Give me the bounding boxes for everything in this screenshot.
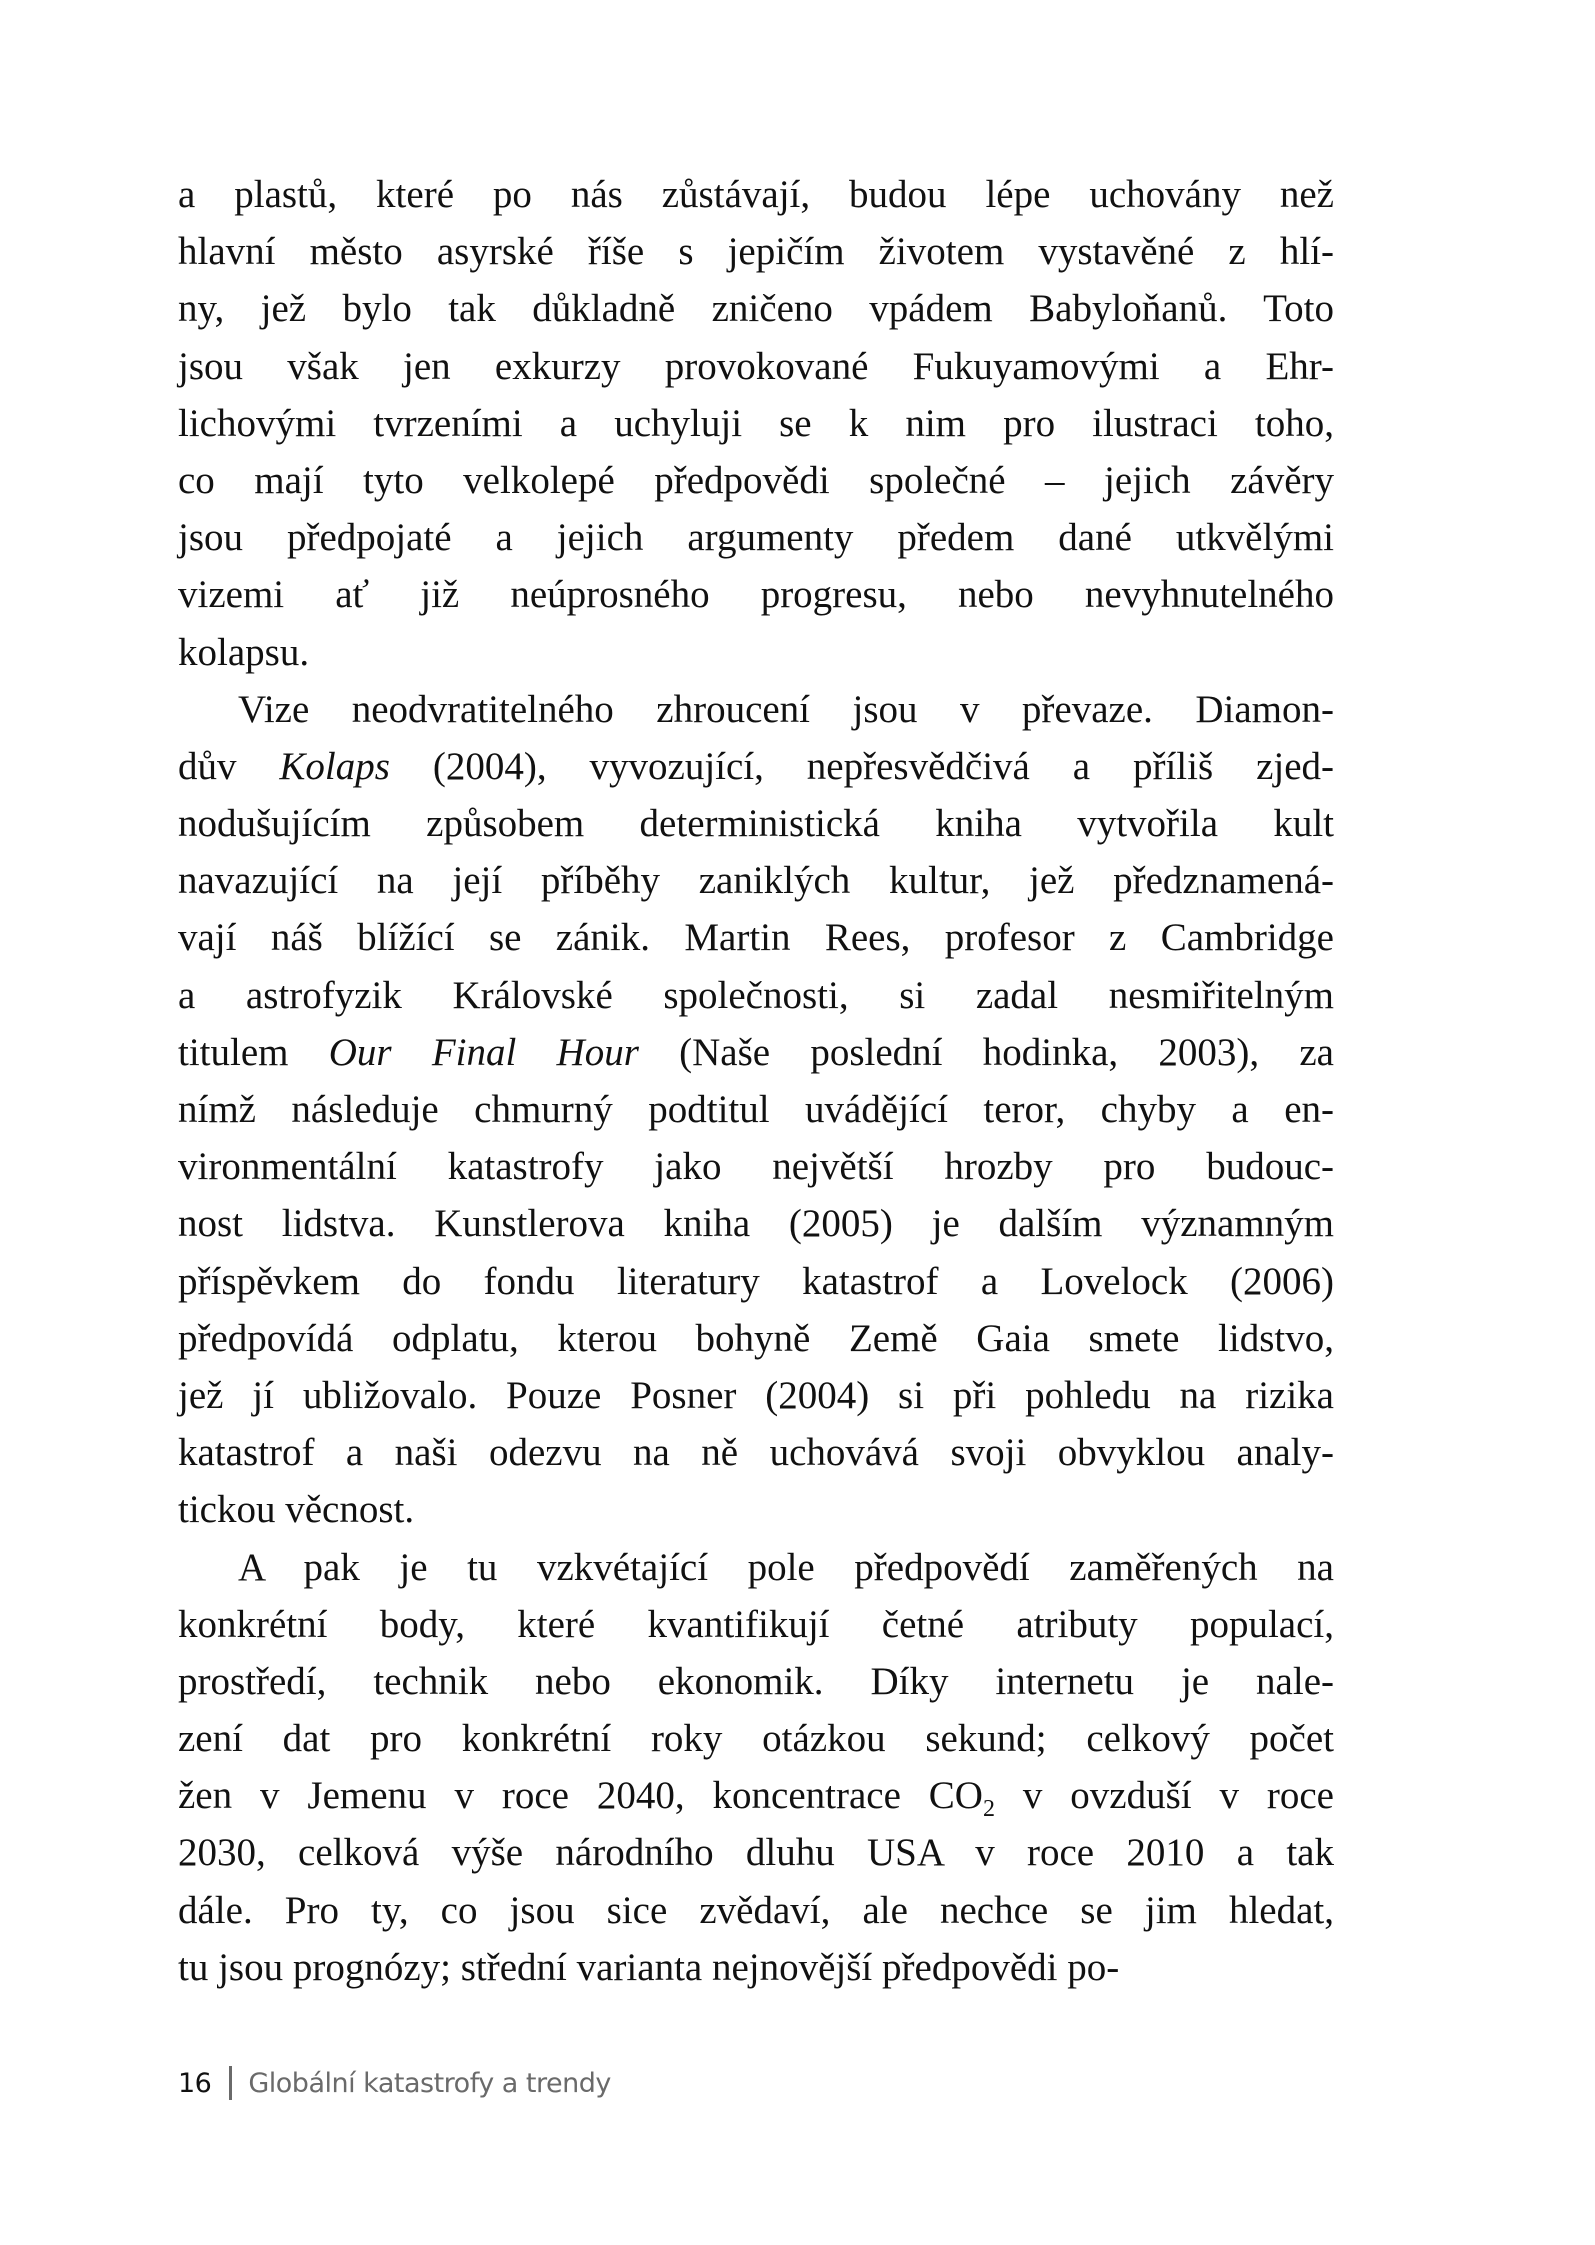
text-line <box>178 967 1334 1024</box>
text-segment: nost lidstva. Kunstlerova kniha (2005) je dalším významným <box>178 1202 1334 1246</box>
text-line <box>178 1024 1334 1081</box>
text-segment: příspěvkem do fondu literatury katastrof a Lovelock (2006) <box>178 1259 1334 1303</box>
text-line <box>178 1310 1334 1367</box>
page-number: 16 <box>178 2067 212 2099</box>
text-segment: lichovými tvrzeními a uchyluji se k nim pro ilustraci toho, <box>178 401 1334 445</box>
text-segment: A pak je tu vzkvétající pole předpovědí zaměřených na <box>238 1545 1334 1589</box>
text-line <box>178 223 1334 280</box>
text-segment: a astrofyzik Královské společnosti, si zadal nesmiřitelným <box>178 973 1334 1017</box>
text-segment: jež jí ubližovalo. Pouze Posner (2004) si při pohledu na rizika <box>178 1373 1334 1417</box>
text-segment: jsou však jen exkurzy provokované Fukuyamovými a Ehr- <box>178 344 1334 388</box>
text-line <box>178 795 1334 852</box>
text-segment: hlavní město asyrské říše s jepičím životem vystavěné z hlí- <box>178 230 1334 274</box>
text-segment: co mají tyto velkolepé předpovědi společné – jejich závěry <box>178 458 1334 502</box>
text-segment: jsou předpojaté a jejich argumenty předem dané utkvělými <box>178 516 1334 560</box>
text-segment: tu jsou prognózy; střední varianta nejnovější předpovědi po- <box>178 1945 1120 1989</box>
text-line <box>178 1195 1334 1252</box>
text-line <box>178 452 1334 509</box>
text-segment: tickou věcnost. <box>178 1488 415 1532</box>
text-segment: prostředí, technik nebo ekonomik. Díky internetu je nale- <box>178 1659 1334 1703</box>
text-line <box>178 1253 1334 1310</box>
paragraph <box>178 681 1334 1539</box>
text-segment: ny, jež bylo tak důkladně zničeno vpádem Babyloňanů. Toto <box>178 287 1334 331</box>
running-title: Globální katastrofy a trendy <box>248 2067 611 2099</box>
text-line <box>178 1367 1334 1424</box>
text-line <box>178 624 1334 681</box>
text-line <box>178 1767 1334 1824</box>
text-line <box>178 852 1334 909</box>
text-segment: nodušujícím způsobem deterministická kniha vytvořila kult <box>178 802 1334 846</box>
text-line <box>178 338 1334 395</box>
text-line <box>178 1424 1334 1481</box>
text-segment: zení dat pro konkrétní roky otázkou sekund; celkový počet <box>178 1717 1334 1761</box>
text-line <box>178 1710 1334 1767</box>
text-line <box>178 1481 1334 1538</box>
footer-divider <box>229 2066 232 2100</box>
text-line <box>178 395 1334 452</box>
text-segment: nímž následuje chmurný podtitul uvádějící teror, chyby a en- <box>178 1088 1334 1131</box>
text-segment: Vize neodvratitelného zhroucení jsou v převaze. Diamon- <box>238 687 1334 731</box>
text-line <box>178 738 1334 795</box>
text-line <box>178 1939 1334 1996</box>
text-line <box>178 509 1334 566</box>
paragraph <box>178 166 1334 681</box>
page-footer <box>178 2066 611 2100</box>
text-line <box>178 1539 1334 1596</box>
text-line <box>178 1824 1334 1881</box>
text-segment: dův <box>178 744 280 788</box>
text-segment: (2004), vyvozující, nepřesvědčivá a příliš zjed- <box>389 744 1335 788</box>
book-title: Our Final Hour <box>328 1030 639 1074</box>
text-line <box>178 1882 1334 1939</box>
text-line <box>178 566 1334 623</box>
text-line <box>178 1138 1334 1195</box>
text-line <box>178 1653 1334 1710</box>
text-segment: 2030, celková výše národního dluhu USA v roce 2010 a tak <box>178 1831 1334 1875</box>
text-line <box>178 166 1334 223</box>
text-segment: dále. Pro ty, co jsou sice zvědaví, ale nechce se jim hledat, <box>178 1888 1334 1932</box>
text-segment: vironmentální katastrofy jako největší hrozby pro budouc- <box>178 1145 1334 1189</box>
body-text <box>178 166 1334 1996</box>
text-segment: (Naše poslední hodinka, 2003), za <box>638 1030 1334 1074</box>
text-segment: titulem <box>178 1030 329 1074</box>
text-segment: kolapsu. <box>178 630 310 674</box>
text-line <box>178 681 1334 738</box>
text-segment: a plastů, které po nás zůstávají, budou lépe uchovány než <box>178 173 1334 216</box>
paragraph <box>178 1539 1334 1997</box>
text-line <box>178 909 1334 966</box>
text-segment: žen v Jemenu v roce 2040, koncentrace CO <box>178 1774 983 1818</box>
text-segment: v ovzduší v roce <box>994 1774 1334 1818</box>
subscript: 2 <box>982 1796 995 1823</box>
text-segment: katastrof a naši odezvu na ně uchovává svoji obvyklou analy- <box>178 1431 1334 1475</box>
text-segment: vají náš blížící se zánik. Martin Rees, profesor z Cambridge <box>178 916 1334 960</box>
book-title: Kolaps <box>279 744 390 788</box>
text-segment: vizemi ať již neúprosného progresu, nebo nevyhnutelného <box>178 573 1334 617</box>
text-line <box>178 1596 1334 1653</box>
text-segment: navazující na její příběhy zaniklých kultur, jež předznamená- <box>178 859 1334 903</box>
text-line <box>178 1081 1334 1138</box>
text-segment: konkrétní body, které kvantifikují četné atributy populací, <box>178 1602 1334 1646</box>
text-segment: předpovídá odplatu, kterou bohyně Země Gaia smete lidstvo, <box>178 1316 1334 1360</box>
text-line <box>178 280 1334 337</box>
